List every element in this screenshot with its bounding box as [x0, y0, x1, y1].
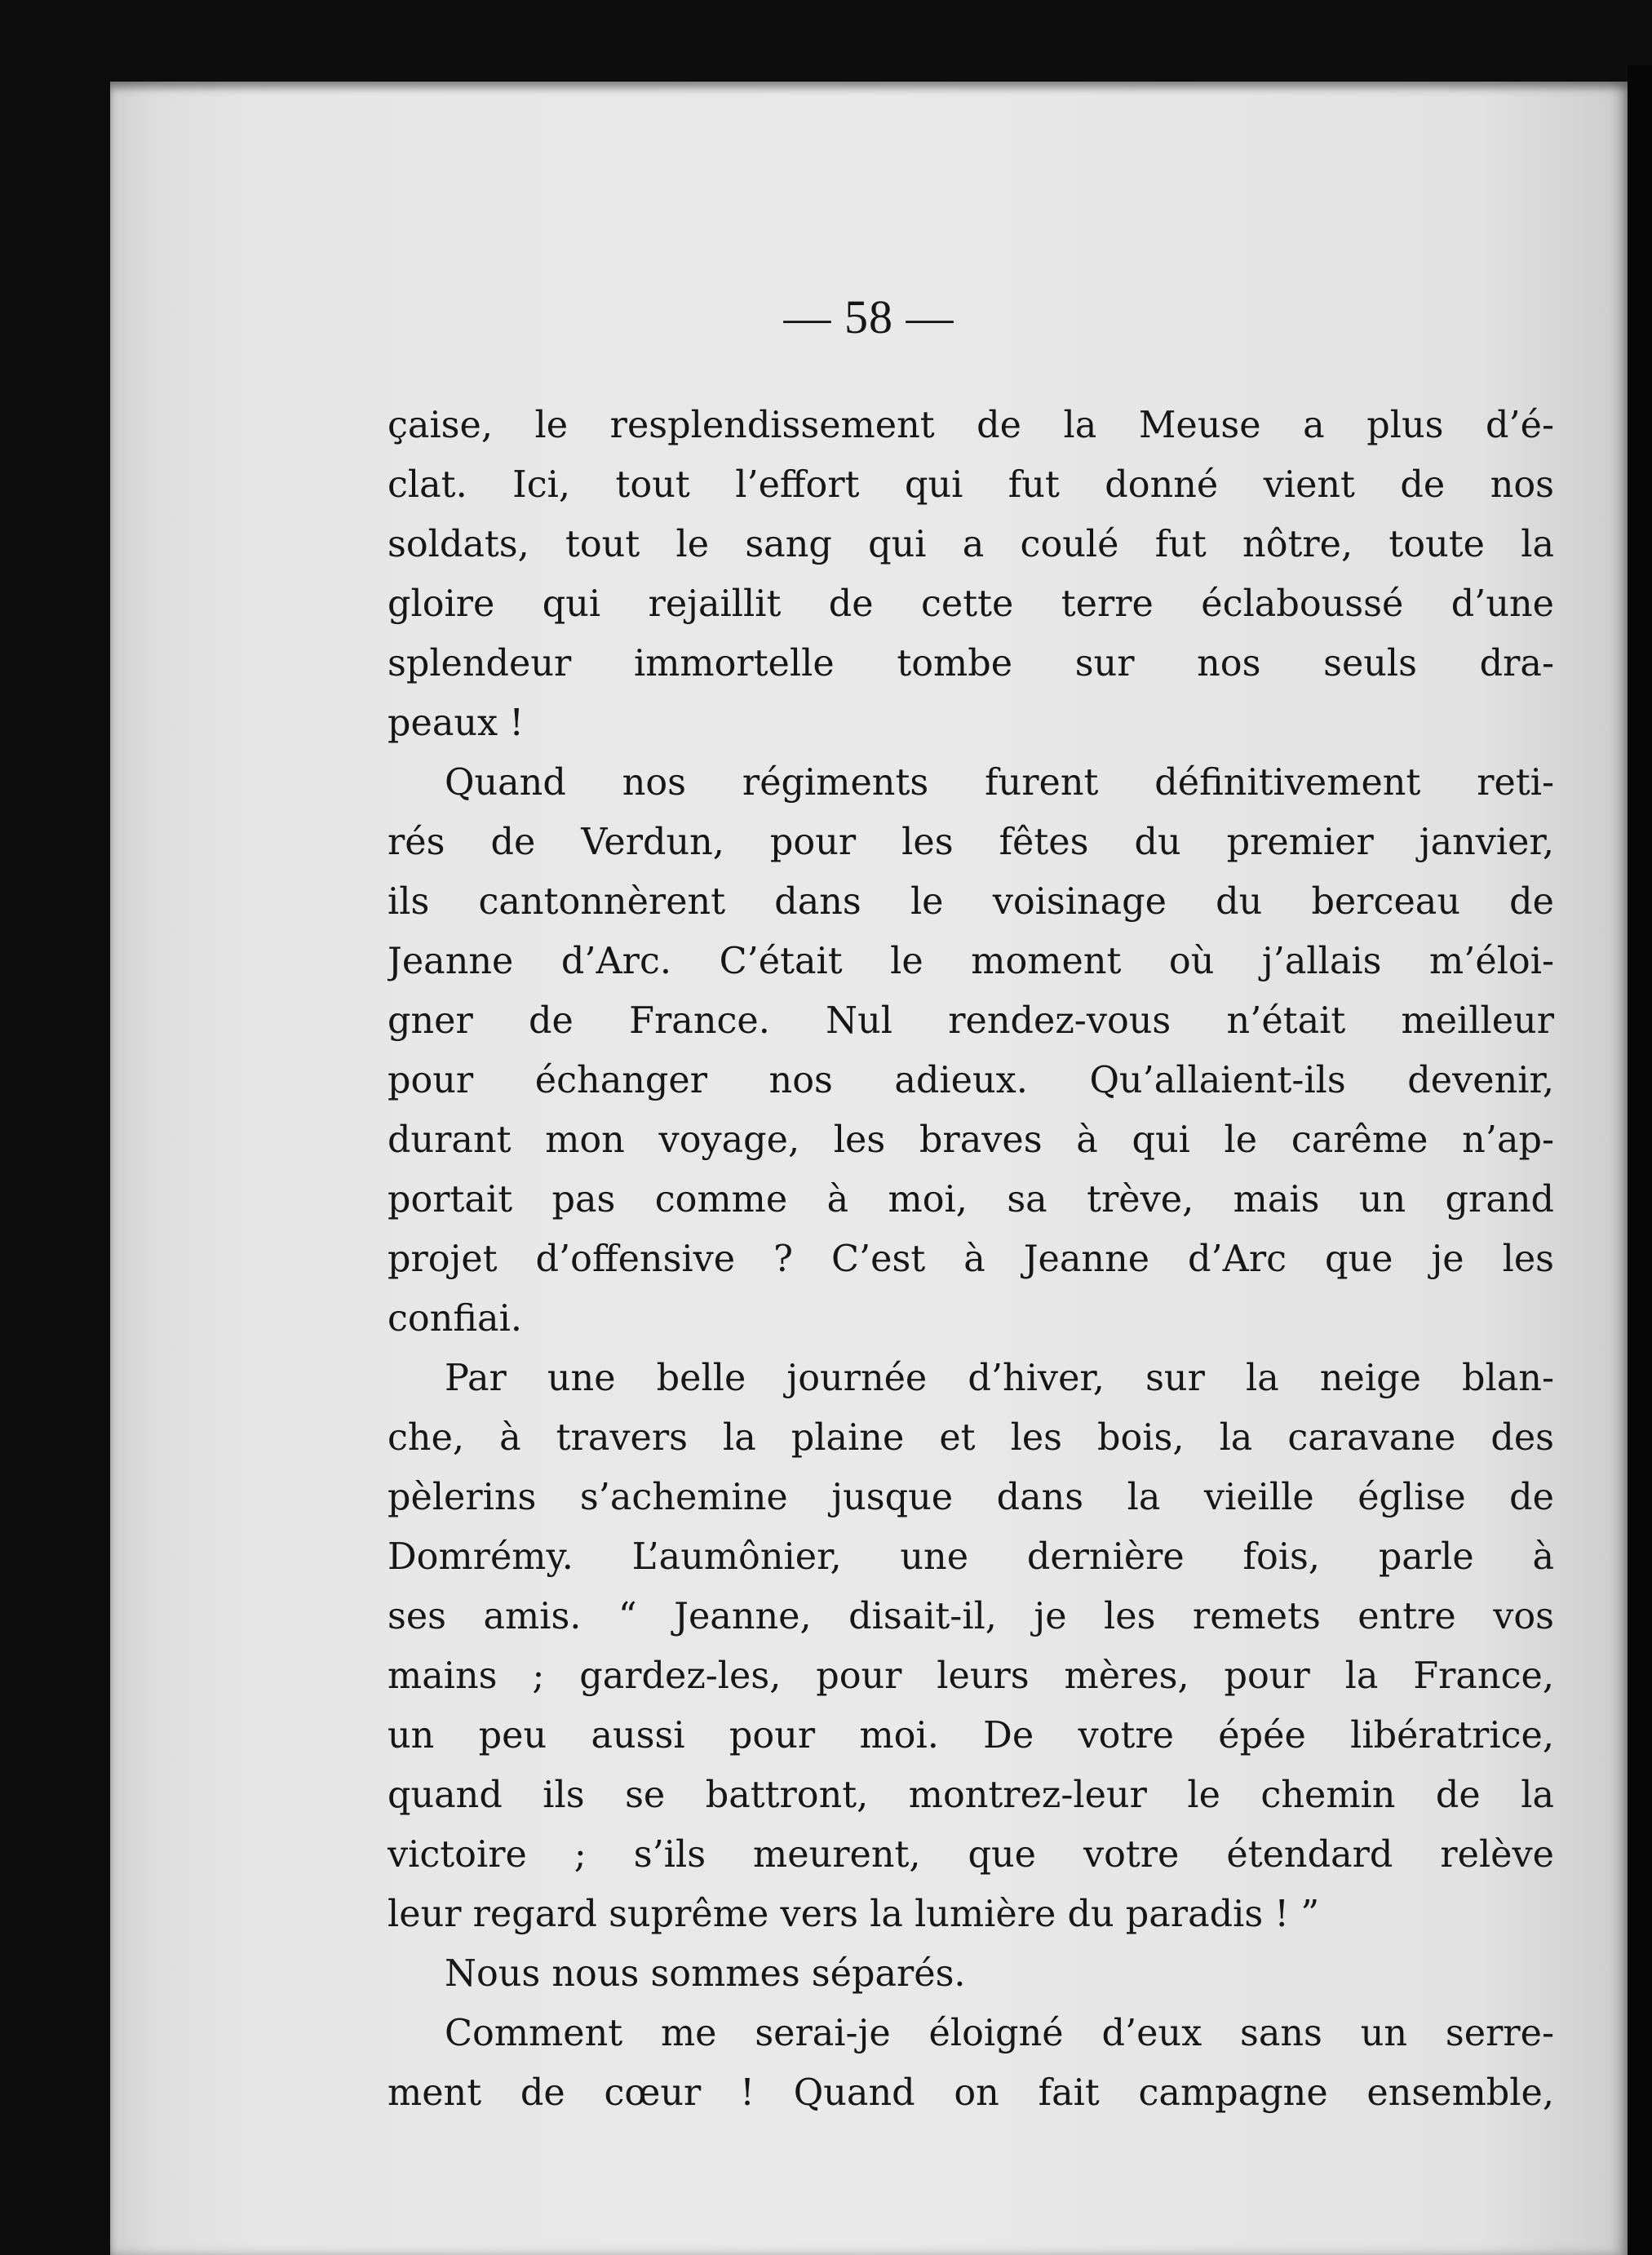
text-line: ils cantonnèrent dans le voisinage du berceau de	[388, 881, 1554, 923]
book-page	[110, 82, 1628, 2255]
body-text	[388, 396, 1554, 2123]
text-line: pour échanger nos adieux. Qu’allaient-ils devenir,	[388, 1060, 1554, 1101]
text-line: rés de Verdun, pour les fêtes du premier janvier,	[388, 822, 1554, 863]
text-line: gloire qui rejaillit de cette terre éclaboussé d’une	[388, 583, 1554, 625]
page-edge-shadow	[1628, 65, 1652, 2255]
text-line: çaise, le resplendissement de la Meuse a plus d’é-	[388, 405, 1554, 446]
text-line: quand ils se battront, montrez-leur le chemin de la	[388, 1774, 1554, 1816]
text-line: Par une belle journée d’hiver, sur la neige blan-	[445, 1358, 1554, 1399]
text-line: Jeanne d’Arc. C’était le moment où j’allais m’éloi-	[388, 941, 1554, 982]
text-line: Nous nous sommes séparés.	[445, 1953, 966, 1995]
text-line: che, à travers la plaine et les bois, la caravane des	[388, 1417, 1554, 1459]
text-line: un peu aussi pour moi. De votre épée libératrice,	[388, 1715, 1554, 1757]
text-line: Domrémy. L’aumônier, une dernière fois, parle à	[388, 1536, 1554, 1578]
text-line: gner de France. Nul rendez-vous n’était meilleur	[388, 1000, 1554, 1042]
text-line: portait pas comme à moi, sa trève, mais un grand	[388, 1179, 1554, 1221]
text-line: clat. Ici, tout l’effort qui fut donné vient de nos	[388, 464, 1554, 506]
page-number: — 58 —	[783, 290, 954, 343]
text-line: projet d’offensive ? C’est à Jeanne d’Arc que je les	[388, 1238, 1554, 1280]
text-line: Quand nos régiments furent définitivement reti-	[445, 762, 1554, 804]
text-line: splendeur immortelle tombe sur nos seuls dra-	[388, 643, 1554, 684]
text-line: leur regard suprême vers la lumière du paradis ! ”	[388, 1894, 1320, 1935]
text-line: Comment me serai-je éloigné d’eux sans un serre-	[445, 2013, 1554, 2054]
text-line: soldats, tout le sang qui a coulé fut nôtre, toute la	[388, 524, 1554, 565]
text-line: durant mon voyage, les braves à qui le carême n’ap-	[388, 1119, 1554, 1161]
text-line: ment de cœur ! Quand on fait campagne ensemble,	[388, 2072, 1554, 2114]
text-line: mains ; gardez-les, pour leurs mères, pour la France,	[388, 1655, 1554, 1697]
text-line: pèlerins s’achemine jusque dans la vieille église de	[388, 1477, 1554, 1518]
text-line: confiai.	[388, 1298, 522, 1340]
text-line: ses amis. “ Jeanne, disait-il, je les remets entre vos	[388, 1596, 1554, 1637]
text-line: victoire ; s’ils meurent, que votre étendard relève	[388, 1834, 1554, 1876]
text-line: peaux !	[388, 702, 525, 744]
